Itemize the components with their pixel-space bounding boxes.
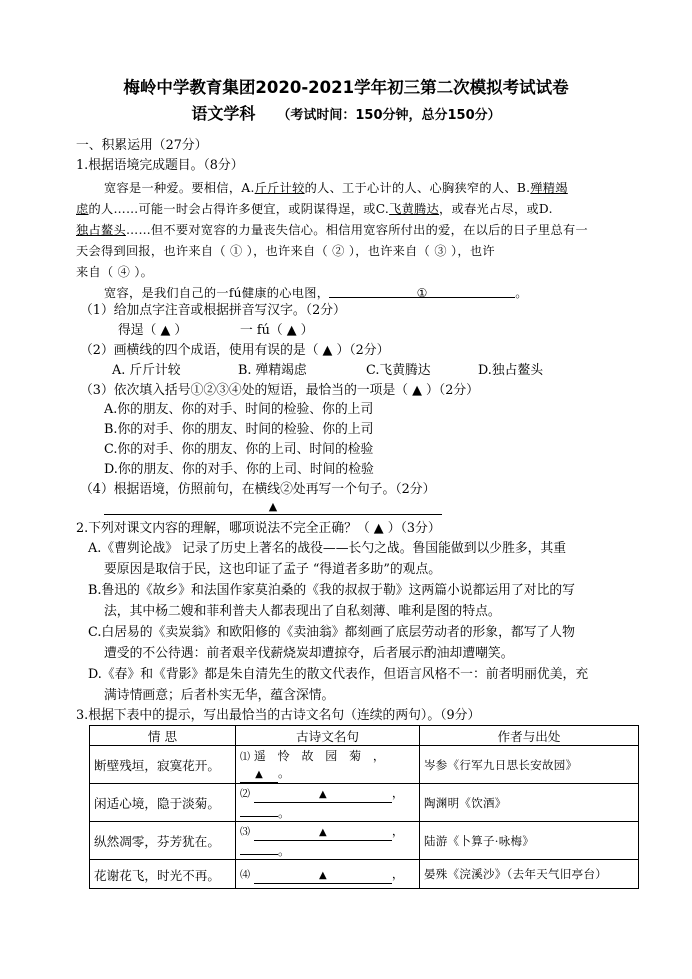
row-number: ⑶ (240, 827, 250, 838)
passage-line-3: 独占鳌头……但不要对宽容的力量丧失信心。相信用宽容所付出的爱，在以后的日子里总有一 (76, 223, 588, 237)
table-row (90, 860, 639, 889)
q2-option-c-line1: C.白居易的《卖炭翁》和欧阳修的《卖油翁》都刻画了底层劳动者的形象，都写了人物 (88, 625, 575, 640)
table-row (90, 784, 639, 822)
q1-sub1-item-b: 一 fú（ ▲ ） (240, 323, 314, 338)
section-heading: 一、积累运用（27分） (76, 138, 208, 153)
row-number: ⑵ (240, 789, 250, 800)
q1-sub3-option-d: D.你的朋友、你的对手、你的上司、时间的检验 (104, 462, 374, 477)
q1-sub4-answer-line[interactable]: ▲ (104, 500, 442, 515)
header-source: 作者与出处 (420, 726, 639, 746)
exam-title: 梅岭中学教育集团2020-2021学年初三第二次模拟考试试卷 (123, 78, 569, 97)
answer-blank[interactable]: ① (329, 284, 515, 298)
q1-stem: 1.根据语境完成题目。（8分） (76, 158, 244, 173)
row-feeling: 纵然凋零，芬芳犹在。 (90, 822, 236, 860)
passage-line-5: 来自（ ④ ）。 (76, 265, 154, 279)
row-feeling: 断壁残垣，寂寞花开。 (90, 746, 236, 784)
q1-sub1-item-a: 得逞（ ▲ ） (118, 323, 188, 338)
row-poem-cell[interactable]: ⑵ ▲ ， 。 (236, 784, 420, 822)
passage-line-1: 宽容是一种爱。要相信，A.斤斤计较的人、工于心计的人、心胸狭窄的人、B.殚精竭 (104, 181, 568, 195)
row-poem-cell[interactable]: ⑷ ▲ ， (236, 860, 420, 889)
q2-option-a-line1: A.《曹刿论战》 记录了历史上著名的战役——长勺之战。鲁国能做到以少胜多，其重 (88, 541, 567, 556)
q3-stem: 3.根据下表中的提示，写出最恰当的古诗文名句（连续的两句）。（9分） (76, 708, 481, 723)
table-row (90, 822, 639, 860)
row-poem-cell[interactable]: ⑶ ▲ ， 。 (236, 822, 420, 860)
q2-stem: 2.下列对课文内容的理解，哪项说法不完全正确？（ ▲ ）（3分） (76, 521, 441, 536)
passage-line-2: 虑的人……可能一时会占得许多便宜，或阴谋得逞，或C.飞黄腾达，或春光占尽，或D. (76, 202, 553, 216)
table-row (90, 746, 639, 784)
q1-sub3-option-b: B.你的对手、你的朋友、时间的检验、你的上司 (104, 422, 374, 437)
passage-line-6: 宽容，是我们自己的一fú健康的心电图， ① 。 (104, 286, 528, 300)
row-source: 岑参《行军九日思长安故园》 (420, 746, 639, 784)
answer-blank[interactable]: ▲ (254, 827, 392, 841)
row-poem-line: 遥 怜 故 园 菊 ， (253, 748, 389, 763)
answer-blank-2[interactable] (240, 841, 278, 855)
q1-sub2-stem: （2）画横线的四个成语，使用有误的是（ ▲ ）（2分） (80, 343, 390, 358)
subject-label: 语文学科 (191, 104, 256, 123)
q1-sub1-stem: （1）给加点字注音或根据拼音写汉字。（2分） (80, 303, 346, 318)
answer-blank[interactable]: ▲ (254, 789, 392, 803)
row-source: 晏殊《浣溪沙》（去年天气旧亭台） (420, 860, 639, 889)
q1-sub2-option-d: D.独占鳌头 (478, 363, 544, 378)
answer-blank-2[interactable] (240, 803, 278, 817)
q2-option-d-line1: D.《春》和《背影》都是朱自清先生的散文代表作，但语言风格不一：前者明丽优美，充 (88, 667, 589, 682)
table-header-row (90, 726, 639, 746)
row-poem-cell[interactable]: ⑴ 遥 怜 故 园 菊 ， ▲ 。 (236, 746, 420, 784)
q1-sub3-option-a: A.你的朋友、你的对手、时间的检验、你的上司 (104, 402, 374, 417)
row-number: ⑷ (240, 869, 250, 881)
q2-option-a-line2: 要原因是取信于民，这也印证了孟子 “得道者多助”的观点。 (104, 562, 442, 577)
row-source: 陶渊明《饮酒》 (420, 784, 639, 822)
q2-option-b-line2: 法，其中杨二嫂和菲利普夫人都表现出了自私刻薄、唯利是图的特点。 (104, 604, 501, 619)
q1-sub3-stem: （3）依次填入括号①②③④处的短语，最恰当的一项是（ ▲ ）（2分） (80, 383, 479, 398)
answer-blank[interactable]: ▲ (240, 769, 278, 783)
header-feeling: 情 思 (90, 726, 236, 746)
q1-sub4-stem: （4）根据语境，仿照前句，在横线②处再写一个句子。（2分） (80, 482, 436, 497)
answer-blank[interactable]: ▲ (254, 870, 392, 884)
row-feeling: 闲适心境，隐于淡菊。 (90, 784, 236, 822)
passage-line-4: 天会得到回报，也许来自（ ① ），也许来自（ ② ），也许来自（ ③ ），也许 (76, 244, 495, 258)
q1-sub2-option-a: A. 斤斤计较 (112, 363, 181, 378)
exam-info: （考试时间：150分钟，总分150分） (277, 108, 501, 123)
q2-option-d-line2: 满诗情画意；后者朴实无华，蕴含深情。 (104, 688, 335, 703)
q2-option-c-line2: 遭受的不公待遇：前者艰辛伐薪烧炭却遭掠夺，后者展示酌油却遭嘲笑。 (104, 646, 514, 661)
row-source: 陆游《卜算子·咏梅》 (420, 822, 639, 860)
q1-sub3-option-c: C.你的对手、你的朋友、你的上司、时间的检验 (104, 442, 374, 457)
q1-sub2-option-c: C.飞黄腾达 (366, 363, 431, 378)
row-number: ⑴ (240, 751, 250, 763)
q2-option-b-line1: B.鲁迅的《故乡》和法国作家莫泊桑的《我的叔叔于勒》这两篇小说都运用了对比的写 (88, 583, 575, 598)
header-poem: 古诗文名句 (236, 726, 420, 746)
q1-sub2-option-b: B. 殚精竭虑 (238, 363, 307, 378)
exam-subtitle (0, 101, 692, 124)
row-feeling: 花谢花飞，时光不再。 (90, 860, 236, 889)
poem-table (89, 725, 639, 889)
